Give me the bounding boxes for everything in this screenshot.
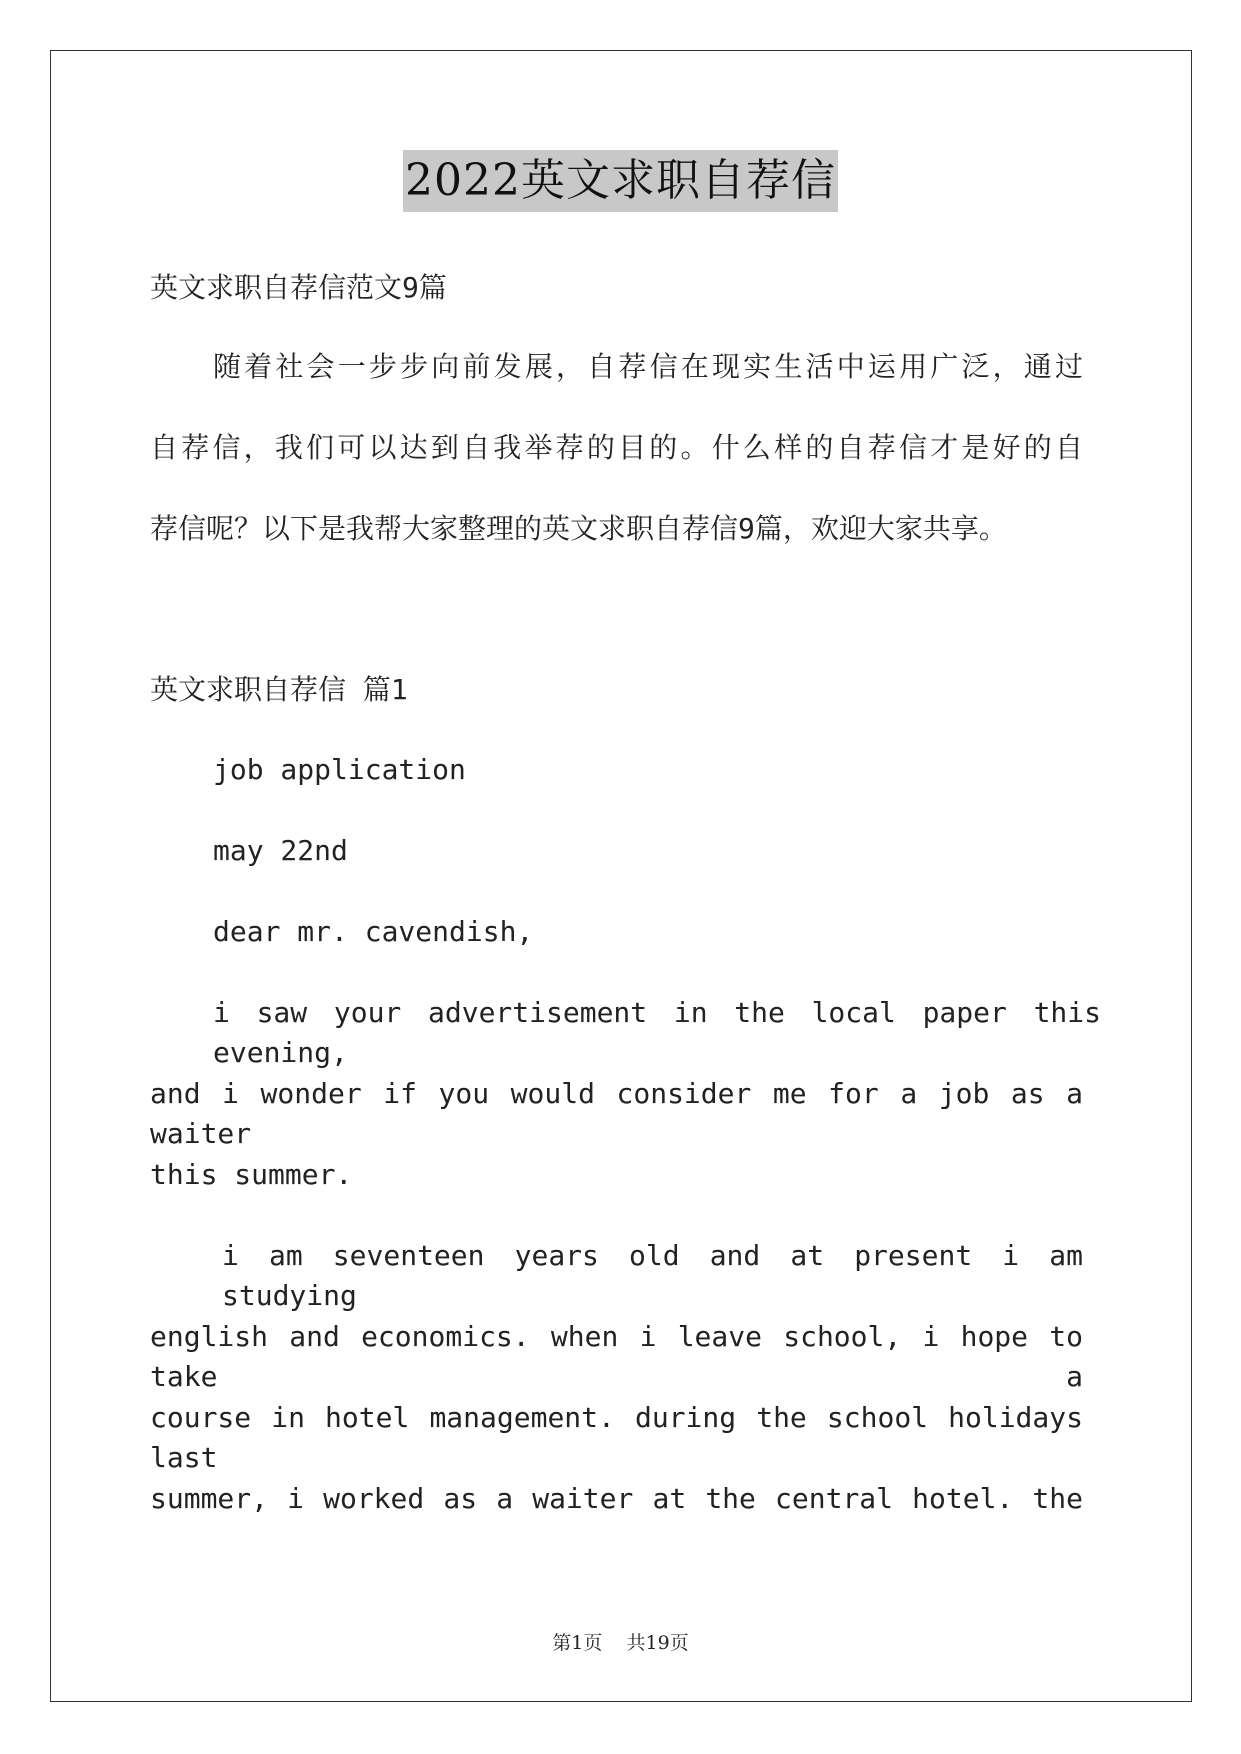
page-footer <box>0 1630 1241 1656</box>
footer-page-prefix: 第 <box>552 1632 572 1654</box>
letter-body-line: summer, i worked as a waiter at the central hotel. the <box>150 1482 1083 1515</box>
letter-body-line: and i wonder if you would consider me for a job as a waiter <box>150 1077 1083 1150</box>
document-title: 2022英文求职自荐信 <box>403 150 838 212</box>
intro-paragraph-line: 自荐信，我们可以达到自我举荐的目的。什么样的自荐信才是好的自 <box>150 431 1083 464</box>
letter-subject: job application <box>213 753 466 786</box>
letter-date: may 22nd <box>213 834 348 867</box>
section-heading: 英文求职自荐信范文9篇 <box>150 271 447 304</box>
intro-paragraph-line: 荐信呢？以下是我帮大家整理的英文求职自荐信9篇，欢迎大家共享。 <box>150 512 1007 545</box>
letter-heading: 英文求职自荐信 篇1 <box>150 673 408 706</box>
letter-body-line: course in hotel management. during the school holidays last <box>150 1401 1083 1474</box>
letter-body-line: this summer. <box>150 1158 353 1191</box>
footer-page-number: 1 <box>571 1632 584 1654</box>
footer-total-prefix: 共 <box>626 1632 646 1654</box>
intro-paragraph-line: 随着社会一步步向前发展，自荐信在现实生活中运用广泛，通过 <box>213 350 1083 383</box>
letter-body-line: i am seventeen years old and at present i am studying <box>222 1239 1083 1312</box>
title-container <box>0 150 1241 212</box>
footer-total-suffix: 页 <box>669 1632 689 1654</box>
letter-body-line: english and economics. when i leave school, i hope to take a <box>150 1320 1083 1393</box>
letter-body-line: i saw your advertisement in the local paper this evening, <box>213 996 1101 1069</box>
footer-page-suffix: 页 <box>583 1632 603 1654</box>
letter-salutation: dear mr. cavendish, <box>213 915 534 948</box>
footer-total-pages: 19 <box>645 1632 670 1654</box>
